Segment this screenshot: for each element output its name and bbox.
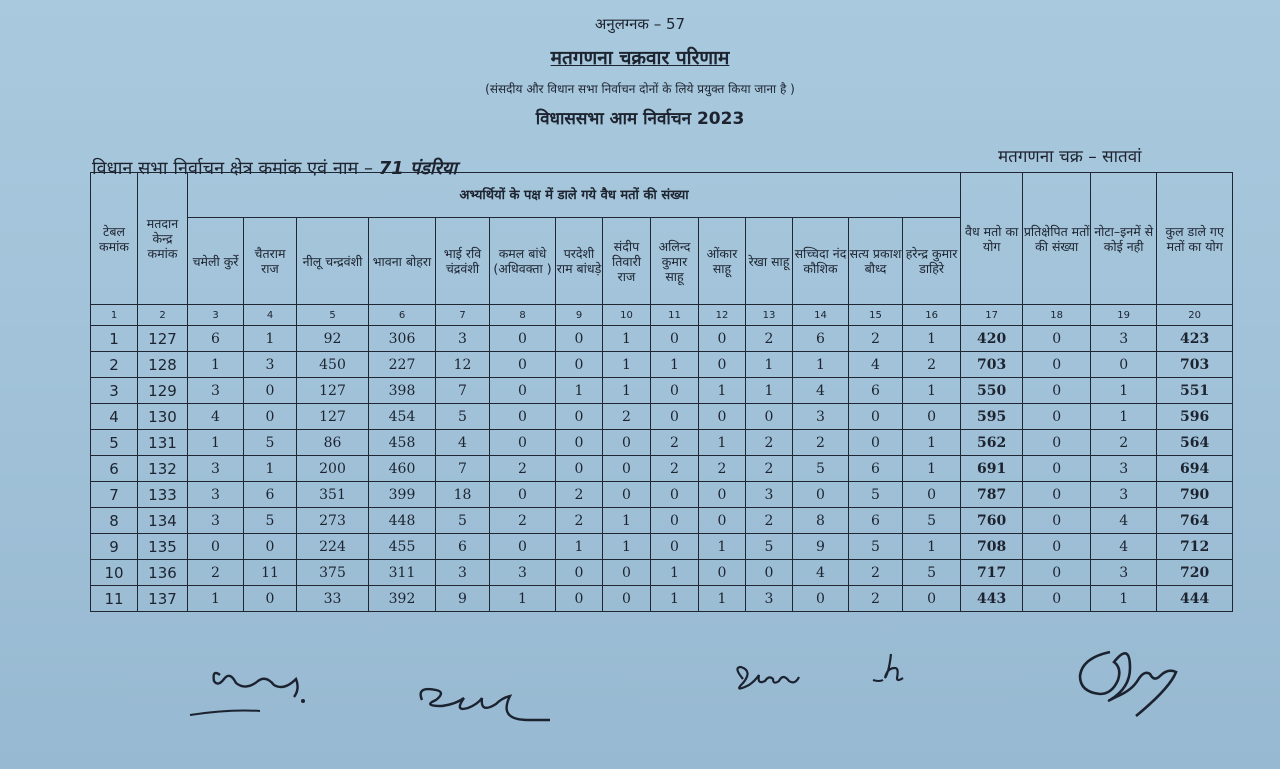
page-subtitle: (संसदीय और विधान सभा निर्वाचन दोनों के लिये प्रयुक्त किया जाना है ) (485, 82, 795, 96)
table-cell: 2 (746, 456, 793, 482)
table-cell: 3 (1091, 560, 1157, 586)
table-cell: 4 (1091, 508, 1157, 534)
table-cell: 1 (1091, 378, 1157, 404)
table-cell: 86 (297, 430, 369, 456)
table-cell: 1 (793, 352, 849, 378)
table-cell: 2 (490, 456, 556, 482)
table-cell: 790 (1157, 482, 1233, 508)
constituency-label: विधान सभा निर्वाचन क्षेत्र कमांक एवं नाम – (92, 158, 373, 179)
table-cell: 596 (1157, 404, 1233, 430)
table-cell: 444 (1157, 586, 1233, 612)
table-cell: 0 (603, 456, 651, 482)
table-cell: 351 (297, 482, 369, 508)
table-cell: 4 (436, 430, 490, 456)
table-cell: 0 (1091, 352, 1157, 378)
table-cell: 1 (603, 326, 651, 352)
table-cell: 200 (297, 456, 369, 482)
election-title: विधाससभा आम निर्वाचन 2023 (535, 109, 745, 129)
candidate-header: रेखा साहू (746, 218, 793, 305)
candidate-header: भावना बोहरा (369, 218, 436, 305)
candidate-header: चमेली कुर्रे (188, 218, 244, 305)
table-cell: 2 (849, 326, 903, 352)
table-cell: 12 (436, 352, 490, 378)
column-number: 15 (849, 305, 903, 326)
table-cell: 127 (297, 378, 369, 404)
table-cell: 2 (793, 430, 849, 456)
table-cell: 0 (1023, 378, 1091, 404)
table-row (91, 430, 1233, 456)
table-cell: 5 (903, 508, 961, 534)
table-cell: 2 (746, 326, 793, 352)
table-cell: 7 (91, 482, 138, 508)
table-cell: 0 (1023, 482, 1091, 508)
column-number: 14 (793, 305, 849, 326)
results-table (90, 172, 1233, 612)
table-cell: 2 (603, 404, 651, 430)
table-cell: 717 (961, 560, 1023, 586)
table-cell: 227 (369, 352, 436, 378)
table-cell: 0 (651, 404, 699, 430)
table-cell: 0 (849, 430, 903, 456)
column-number: 7 (436, 305, 490, 326)
table-cell: 1 (903, 430, 961, 456)
table-cell: 1 (651, 352, 699, 378)
table-cell: 0 (651, 378, 699, 404)
table-row (91, 326, 1233, 352)
table-cell: 375 (297, 560, 369, 586)
table-cell: 458 (369, 430, 436, 456)
table-cell: 5 (436, 404, 490, 430)
table-cell: 0 (699, 326, 746, 352)
table-cell: 562 (961, 430, 1023, 456)
table-cell: 1 (903, 378, 961, 404)
table-cell: 6 (849, 456, 903, 482)
constituency-name: 71 पंडरिया (378, 158, 457, 179)
table-cell: 130 (138, 404, 188, 430)
table-cell: 1 (603, 508, 651, 534)
table-cell: 0 (244, 586, 297, 612)
table-cell: 6 (849, 378, 903, 404)
table-cell: 1 (1091, 586, 1157, 612)
table-cell: 0 (699, 560, 746, 586)
column-number: 5 (297, 305, 369, 326)
table-cell: 2 (746, 430, 793, 456)
table-cell: 420 (961, 326, 1023, 352)
annex-label: अनुलग्नक – 57 (594, 15, 686, 33)
table-cell: 423 (1157, 326, 1233, 352)
table-row (91, 352, 1233, 378)
table-cell: 5 (244, 508, 297, 534)
table-cell: 9 (91, 534, 138, 560)
table-cell: 1 (903, 326, 961, 352)
candidate-header: नीलू चन्द्रवंशी (297, 218, 369, 305)
col-nota-header: नोटा–इनमें से कोई नही (1091, 173, 1157, 305)
table-cell: 4 (91, 404, 138, 430)
table-cell: 3 (1091, 482, 1157, 508)
table-cell: 0 (793, 586, 849, 612)
table-cell: 764 (1157, 508, 1233, 534)
candidate-header: ओंकार साहू (699, 218, 746, 305)
table-cell: 3 (188, 482, 244, 508)
table-cell: 311 (369, 560, 436, 586)
table-cell: 0 (490, 326, 556, 352)
table-cell: 0 (244, 404, 297, 430)
signature-3 (725, 655, 815, 705)
table-cell: 5 (903, 560, 961, 586)
table-cell: 1 (490, 586, 556, 612)
table-cell: 0 (1023, 326, 1091, 352)
table-cell: 0 (490, 404, 556, 430)
column-number: 3 (188, 305, 244, 326)
signature-1 (185, 655, 345, 725)
candidates-group-header: अभ्यर्थियों के पक्ष में डाले गये वैध मतों की संख्या (188, 173, 961, 218)
candidate-header: अलिन्द कुमार साहू (651, 218, 699, 305)
table-cell: 137 (138, 586, 188, 612)
table-cell: 1 (244, 326, 297, 352)
table-cell: 133 (138, 482, 188, 508)
table-cell: 1 (903, 534, 961, 560)
table-cell: 0 (556, 430, 603, 456)
table-cell: 0 (849, 404, 903, 430)
col-valid-total-header: वैध मतो का योग (961, 173, 1023, 305)
table-cell: 720 (1157, 560, 1233, 586)
table-cell: 6 (793, 326, 849, 352)
table-cell: 0 (1023, 560, 1091, 586)
table-cell: 3 (746, 482, 793, 508)
table-cell: 0 (556, 586, 603, 612)
table-cell: 0 (651, 482, 699, 508)
table-cell: 2 (490, 508, 556, 534)
column-number: 6 (369, 305, 436, 326)
table-cell: 0 (556, 352, 603, 378)
table-cell: 0 (903, 586, 961, 612)
table-cell: 3 (1091, 456, 1157, 482)
table-cell: 9 (793, 534, 849, 560)
table-cell: 1 (244, 456, 297, 482)
table-cell: 6 (436, 534, 490, 560)
table-cell: 0 (651, 534, 699, 560)
table-cell: 5 (436, 508, 490, 534)
column-number: 20 (1157, 305, 1233, 326)
table-cell: 0 (903, 482, 961, 508)
table-row (91, 404, 1233, 430)
table-cell: 1 (651, 560, 699, 586)
table-cell: 3 (91, 378, 138, 404)
table-cell: 0 (490, 430, 556, 456)
table-cell: 454 (369, 404, 436, 430)
table-cell: 0 (793, 482, 849, 508)
page-title: मतगणना चक्रवार परिणाम (550, 47, 730, 69)
table-cell: 0 (603, 430, 651, 456)
table-cell: 399 (369, 482, 436, 508)
table-cell: 0 (603, 586, 651, 612)
table-cell: 33 (297, 586, 369, 612)
column-number: 16 (903, 305, 961, 326)
table-cell: 18 (436, 482, 490, 508)
table-cell: 787 (961, 482, 1023, 508)
table-cell: 0 (490, 378, 556, 404)
table-cell: 3 (436, 326, 490, 352)
candidate-header: संदीप तिवारी राज (603, 218, 651, 305)
column-number: 2 (138, 305, 188, 326)
table-cell: 128 (138, 352, 188, 378)
table-cell: 11 (91, 586, 138, 612)
table-cell: 0 (1023, 404, 1091, 430)
table-cell: 2 (849, 586, 903, 612)
candidate-header: हरेन्द्र कुमार डाहिरे (903, 218, 961, 305)
table-cell: 2 (903, 352, 961, 378)
candidate-header: चैतराम राज (244, 218, 297, 305)
column-number: 4 (244, 305, 297, 326)
table-row (91, 534, 1233, 560)
table-cell: 0 (603, 482, 651, 508)
table-row (91, 508, 1233, 534)
column-number: 8 (490, 305, 556, 326)
table-cell: 1 (746, 378, 793, 404)
table-cell: 0 (1023, 534, 1091, 560)
table-cell: 2 (188, 560, 244, 586)
candidate-header: परदेशी राम बांधड़े (556, 218, 603, 305)
table-cell: 127 (138, 326, 188, 352)
signature-2 (410, 670, 570, 730)
table-cell: 2 (556, 482, 603, 508)
table-cell: 0 (556, 404, 603, 430)
table-cell: 0 (490, 534, 556, 560)
counting-round: मतगणना चक्र – सातवां (998, 147, 1142, 167)
table-cell: 3 (188, 508, 244, 534)
table-cell: 1 (603, 378, 651, 404)
table-cell: 760 (961, 508, 1023, 534)
table-cell: 4 (793, 378, 849, 404)
col-table-no-header: टेबल कमांक (91, 173, 138, 305)
table-cell: 5 (91, 430, 138, 456)
table-cell: 224 (297, 534, 369, 560)
column-number: 18 (1023, 305, 1091, 326)
table-cell: 1 (188, 586, 244, 612)
table-cell: 0 (1023, 456, 1091, 482)
table-cell: 3 (244, 352, 297, 378)
table-cell: 2 (1091, 430, 1157, 456)
table-cell: 3 (436, 560, 490, 586)
table-cell: 1 (746, 352, 793, 378)
table-cell: 392 (369, 586, 436, 612)
table-cell: 0 (244, 378, 297, 404)
column-number: 9 (556, 305, 603, 326)
table-cell: 2 (556, 508, 603, 534)
table-cell: 443 (961, 586, 1023, 612)
table-cell: 4 (1091, 534, 1157, 560)
table-cell: 306 (369, 326, 436, 352)
table-cell: 708 (961, 534, 1023, 560)
table-row (91, 586, 1233, 612)
table-cell: 2 (651, 456, 699, 482)
signature-5 (1060, 630, 1220, 730)
candidate-header: सच्चिदा नंद कौशिक (793, 218, 849, 305)
table-cell: 0 (651, 508, 699, 534)
table-cell: 3 (746, 586, 793, 612)
table-row (91, 456, 1233, 482)
table-cell: 694 (1157, 456, 1233, 482)
table-cell: 5 (746, 534, 793, 560)
candidate-header: सत्य प्रकाश बौध्द (849, 218, 903, 305)
table-cell: 8 (91, 508, 138, 534)
table-cell: 5 (244, 430, 297, 456)
column-number: 13 (746, 305, 793, 326)
table-cell: 455 (369, 534, 436, 560)
table-cell: 0 (699, 508, 746, 534)
table-cell: 550 (961, 378, 1023, 404)
table-cell: 0 (556, 456, 603, 482)
table-cell: 6 (91, 456, 138, 482)
table-cell: 9 (436, 586, 490, 612)
table-cell: 7 (436, 378, 490, 404)
table-cell: 2 (91, 352, 138, 378)
table-cell: 1 (603, 352, 651, 378)
table-cell: 132 (138, 456, 188, 482)
candidate-header: भाई रवि चंद्रवंशी (436, 218, 490, 305)
table-cell: 3 (188, 378, 244, 404)
column-number: 12 (699, 305, 746, 326)
table-cell: 11 (244, 560, 297, 586)
table-cell: 712 (1157, 534, 1233, 560)
table-cell: 703 (1157, 352, 1233, 378)
table-cell: 460 (369, 456, 436, 482)
table-cell: 0 (244, 534, 297, 560)
column-number: 11 (651, 305, 699, 326)
table-cell: 1 (699, 586, 746, 612)
table-cell: 1 (699, 534, 746, 560)
table-cell: 0 (490, 482, 556, 508)
table-cell: 273 (297, 508, 369, 534)
table-cell: 4 (849, 352, 903, 378)
signature-4 (865, 650, 925, 690)
table-cell: 1 (903, 456, 961, 482)
table-cell: 1 (699, 378, 746, 404)
table-cell: 10 (91, 560, 138, 586)
table-cell: 448 (369, 508, 436, 534)
table-cell: 3 (188, 456, 244, 482)
column-number: 19 (1091, 305, 1157, 326)
table-cell: 551 (1157, 378, 1233, 404)
table-cell: 0 (188, 534, 244, 560)
table-cell: 0 (1023, 508, 1091, 534)
table-row (91, 378, 1233, 404)
table-cell: 6 (188, 326, 244, 352)
table-row (91, 482, 1233, 508)
col-booth-no-header: मतदान केन्द्र कमांक (138, 173, 188, 305)
table-cell: 1 (188, 352, 244, 378)
table-cell: 0 (556, 560, 603, 586)
table-cell: 136 (138, 560, 188, 586)
table-cell: 0 (746, 404, 793, 430)
table-cell: 135 (138, 534, 188, 560)
column-number: 10 (603, 305, 651, 326)
table-cell: 127 (297, 404, 369, 430)
table-cell: 2 (651, 430, 699, 456)
table-cell: 0 (903, 404, 961, 430)
table-cell: 450 (297, 352, 369, 378)
table-cell: 0 (556, 326, 603, 352)
table-cell: 1 (1091, 404, 1157, 430)
table-cell: 0 (651, 326, 699, 352)
table-cell: 0 (1023, 352, 1091, 378)
table-cell: 595 (961, 404, 1023, 430)
table-cell: 1 (651, 586, 699, 612)
table-cell: 4 (793, 560, 849, 586)
table-cell: 7 (436, 456, 490, 482)
table-cell: 1 (556, 378, 603, 404)
table-cell: 0 (746, 560, 793, 586)
table-cell: 134 (138, 508, 188, 534)
table-cell: 6 (244, 482, 297, 508)
table-row (91, 560, 1233, 586)
table-cell: 5 (849, 482, 903, 508)
table-cell: 3 (490, 560, 556, 586)
table-cell: 0 (1023, 430, 1091, 456)
table-cell: 3 (793, 404, 849, 430)
table-cell: 691 (961, 456, 1023, 482)
table-cell: 2 (746, 508, 793, 534)
table-cell: 564 (1157, 430, 1233, 456)
col-rejected-header: प्रतिक्षेपित मतों की संख्या (1023, 173, 1091, 305)
table-cell: 1 (603, 534, 651, 560)
table-cell: 92 (297, 326, 369, 352)
table-cell: 703 (961, 352, 1023, 378)
table-cell: 129 (138, 378, 188, 404)
candidate-header: कमल बांधे (अधिवक्ता ) (490, 218, 556, 305)
table-cell: 2 (699, 456, 746, 482)
table-cell: 8 (793, 508, 849, 534)
table-cell: 4 (188, 404, 244, 430)
column-number: 17 (961, 305, 1023, 326)
table-cell: 0 (699, 352, 746, 378)
table-cell: 5 (849, 534, 903, 560)
table-cell: 5 (793, 456, 849, 482)
table-cell: 1 (699, 430, 746, 456)
table-cell: 0 (699, 482, 746, 508)
table-cell: 3 (1091, 326, 1157, 352)
table-cell: 1 (188, 430, 244, 456)
table-cell: 0 (699, 404, 746, 430)
table-cell: 0 (603, 560, 651, 586)
table-cell: 1 (556, 534, 603, 560)
table-cell: 1 (91, 326, 138, 352)
table-cell: 6 (849, 508, 903, 534)
table-cell: 2 (849, 560, 903, 586)
table-cell: 0 (1023, 586, 1091, 612)
col-grand-total-header: कुल डाले गए मतों का योग (1157, 173, 1233, 305)
column-number: 1 (91, 305, 138, 326)
table-cell: 131 (138, 430, 188, 456)
table-cell: 398 (369, 378, 436, 404)
table-cell: 0 (490, 352, 556, 378)
